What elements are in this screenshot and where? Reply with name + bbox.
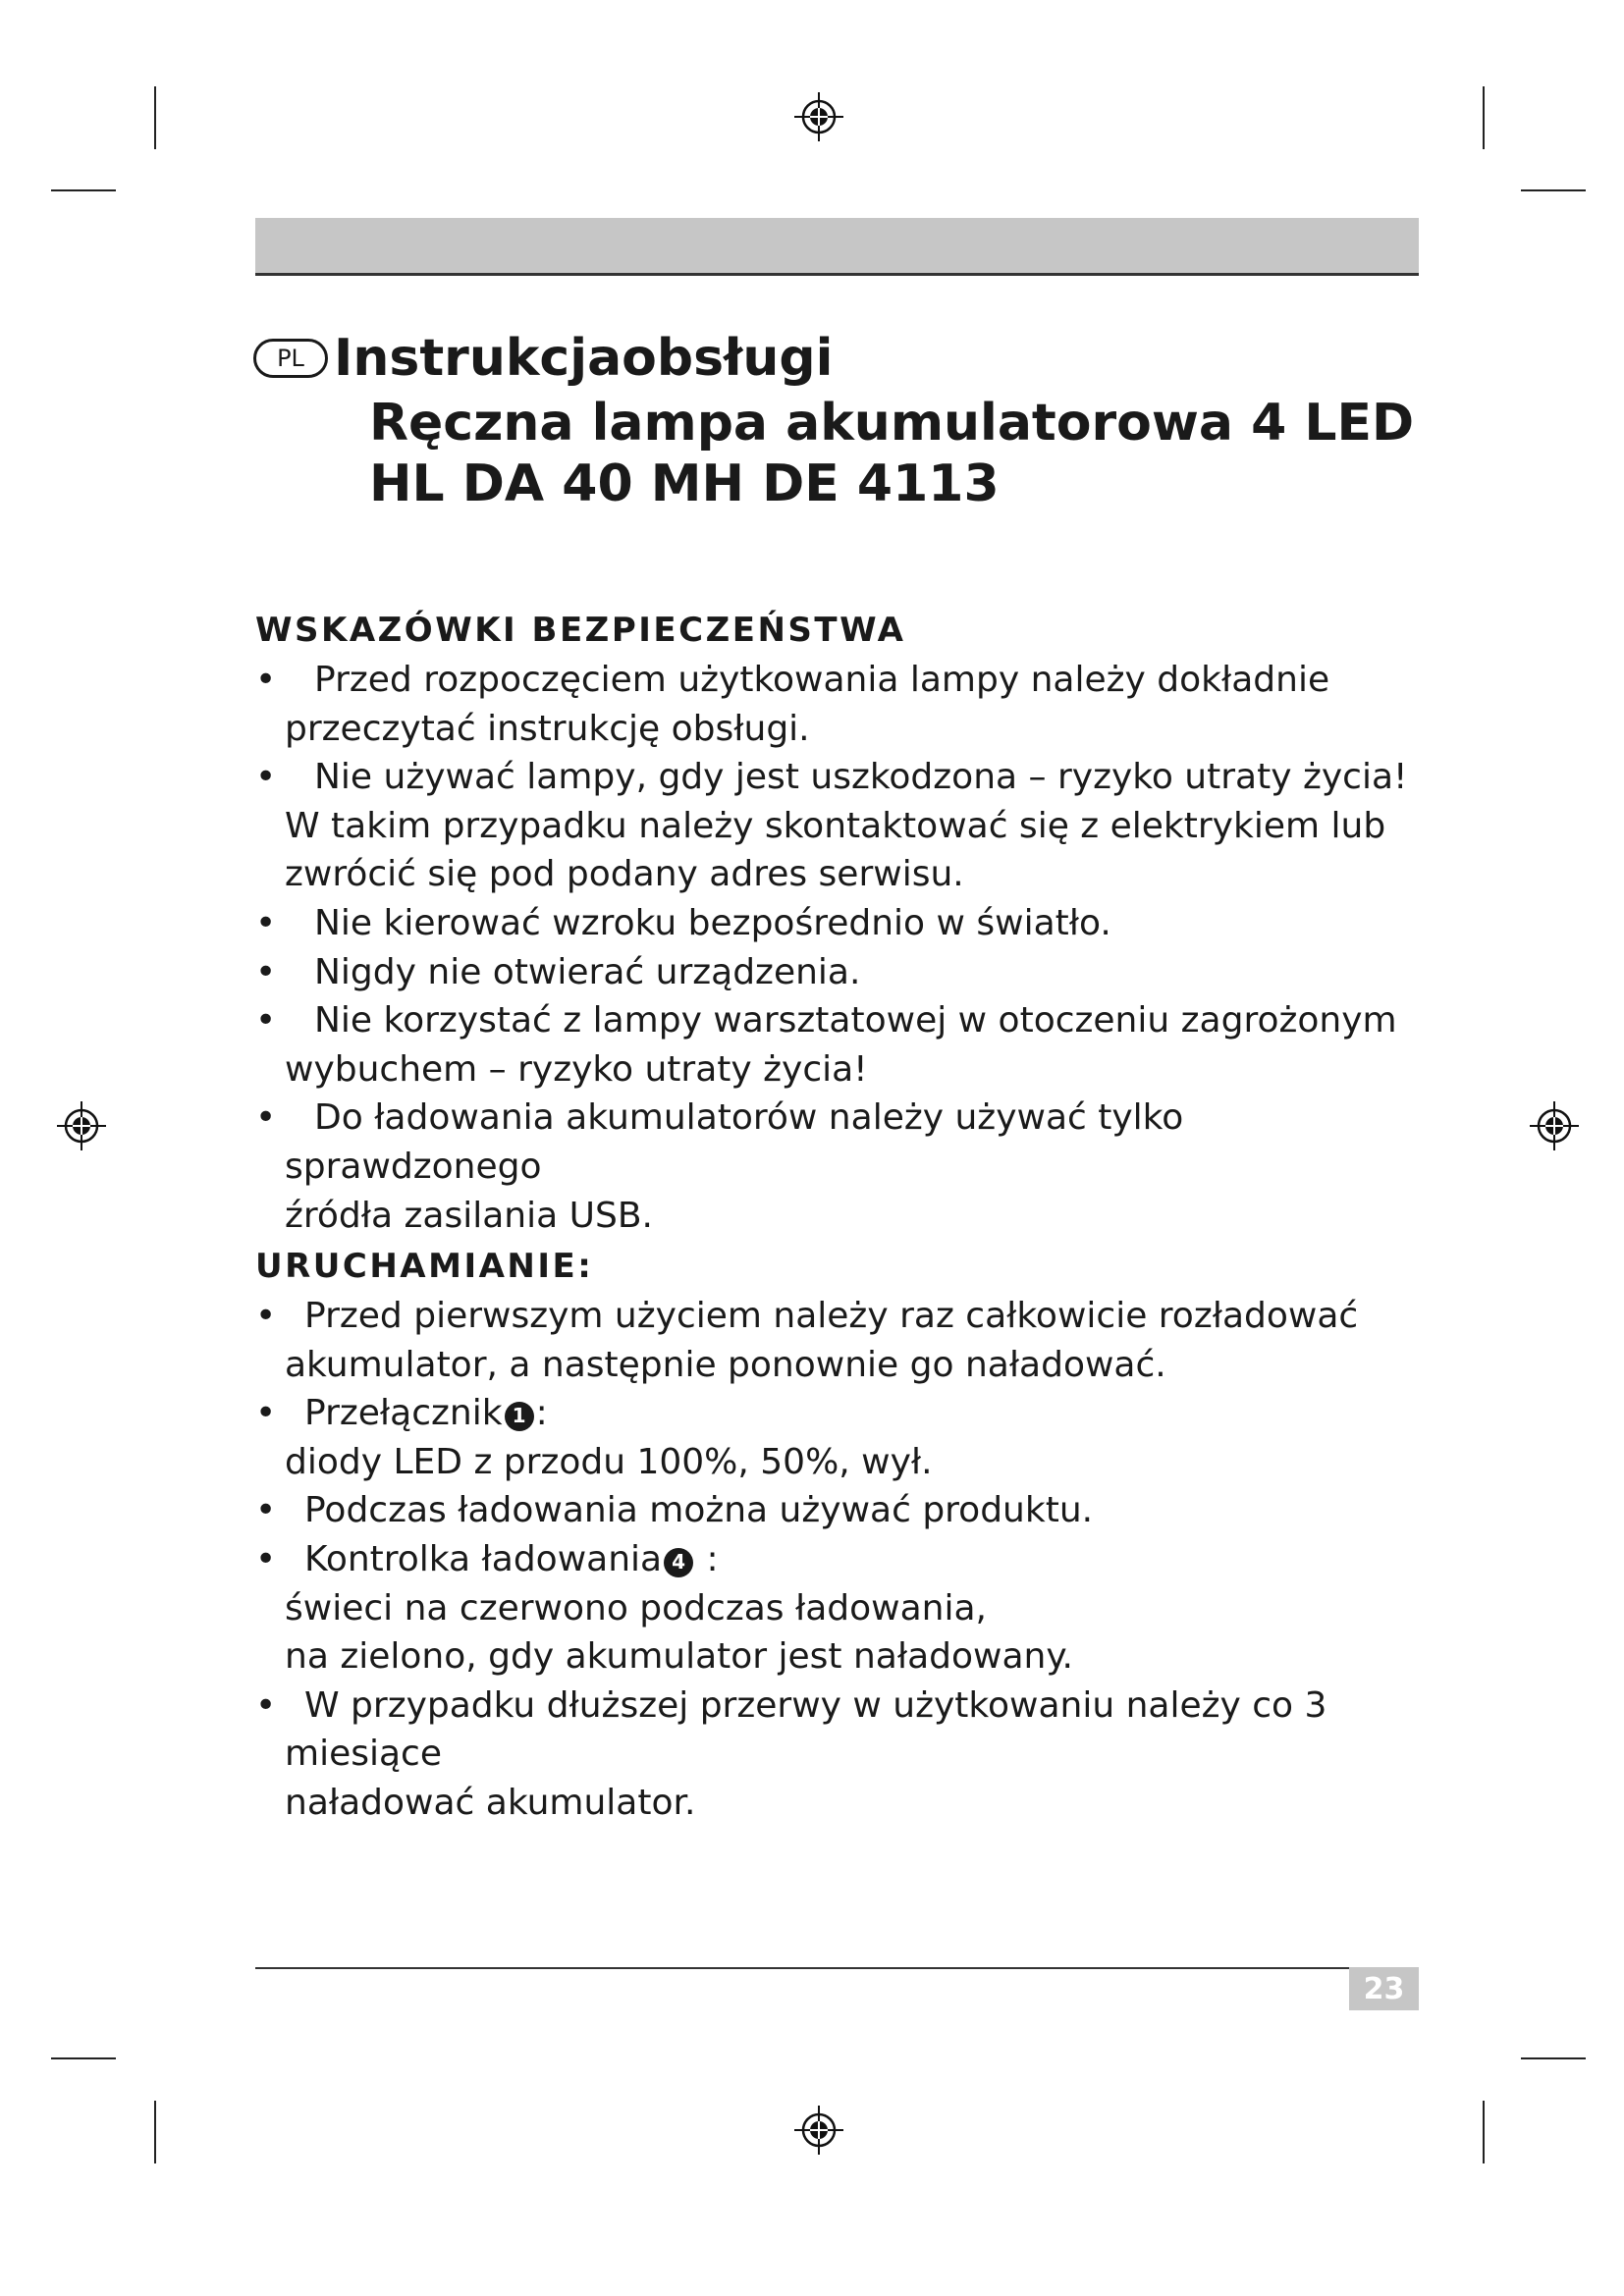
header-bar [255, 218, 1419, 276]
section-heading: URUCHAMIANIE: [255, 1247, 594, 1286]
section-heading: WSKAZÓWKI BEZPIECZEŃSTWA [255, 611, 906, 650]
bullet-icon: • [255, 902, 277, 943]
list-item: • Do ładowania akumulatorów należy używać tylko sprawdzonego źródła zasilania USB. [255, 1094, 1434, 1240]
list-item: • Kontrolka ładowania 4 : świeci na czerwono podczas ładowania, na zielono, gdy akumulator jest naładowany. [255, 1535, 1434, 1682]
list-item: • Podczas ładowania można używać produktu. [255, 1486, 1434, 1535]
list-item: • Nie korzystać z lampy warsztatowej w otoczeniu zagrożonym wybuchem – ryzyko utraty życia! [255, 996, 1434, 1094]
bullet-icon: • [255, 757, 277, 798]
manual-title: Instrukcjaobsługi [334, 329, 834, 388]
registration-mark-icon [792, 90, 845, 143]
crop-mark-bottom-right [1483, 2101, 1485, 2163]
bullet-icon: • [255, 1000, 277, 1041]
footer-rule [255, 1967, 1419, 1969]
list-item: • Nie używać lampy, gdy jest uszkodzona – ryzyko utraty życia! W takim przypadku należy skontaktować się z elektrykiem lub zwrócić się pod podany adres serwisu. [255, 753, 1434, 899]
title-block [253, 324, 1414, 514]
crop-mark-bottom-left [154, 2101, 156, 2163]
page-number: 23 [1349, 1967, 1419, 2010]
bullet-icon: • [255, 660, 277, 700]
bullet-icon: • [255, 1538, 277, 1579]
product-name: Ręczna lampa akumulatorowa 4 LED [369, 394, 1415, 453]
crop-mark-bottom-right-h [1521, 2057, 1586, 2059]
registration-mark-icon [1528, 1099, 1581, 1152]
safety-section [255, 607, 1434, 1240]
list-item: • Przed pierwszym użyciem należy raz całkowicie rozładować akumulator, a następnie ponownie go naładować. [255, 1292, 1434, 1389]
list-item: • Przed rozpoczęciem użytkowania lampy należy dokładnie przeczytać instrukcję obsługi. [255, 656, 1434, 753]
bullet-icon: • [255, 1097, 277, 1139]
startup-list [255, 1292, 1434, 1828]
crop-mark-top-left-h [51, 189, 116, 191]
crop-mark-bottom-left-h [51, 2057, 116, 2059]
safety-list [255, 656, 1434, 1240]
bullet-icon: • [255, 1490, 277, 1531]
bullet-icon: • [255, 1684, 277, 1726]
callout-number-badge: 1 [505, 1402, 534, 1431]
crop-mark-top-right [1483, 86, 1485, 149]
registration-mark-icon [792, 2104, 845, 2157]
callout-number-badge: 4 [664, 1548, 693, 1577]
bullet-icon: • [255, 951, 277, 992]
registration-mark-icon [55, 1099, 108, 1152]
list-item: • W przypadku dłuższej przerwy w użytkowaniu należy co 3 miesiące naładować akumulator. [255, 1682, 1434, 1828]
language-badge: PL [253, 339, 328, 378]
bullet-icon: • [255, 1393, 277, 1434]
crop-mark-top-right-h [1521, 189, 1586, 191]
list-item: • Przełącznik 1 : diody LED z przodu 100%, 50%, wył. [255, 1389, 1434, 1486]
model-number: HL DA 40 MH DE 4113 [369, 454, 1000, 513]
crop-mark-top-left [154, 86, 156, 149]
bullet-icon: • [255, 1296, 277, 1336]
startup-section [255, 1243, 1434, 1828]
title-line-1 [253, 324, 1414, 393]
list-item: • Nie kierować wzroku bezpośrednio w światło. [255, 899, 1434, 948]
list-item: • Nigdy nie otwierać urządzenia. [255, 948, 1434, 997]
